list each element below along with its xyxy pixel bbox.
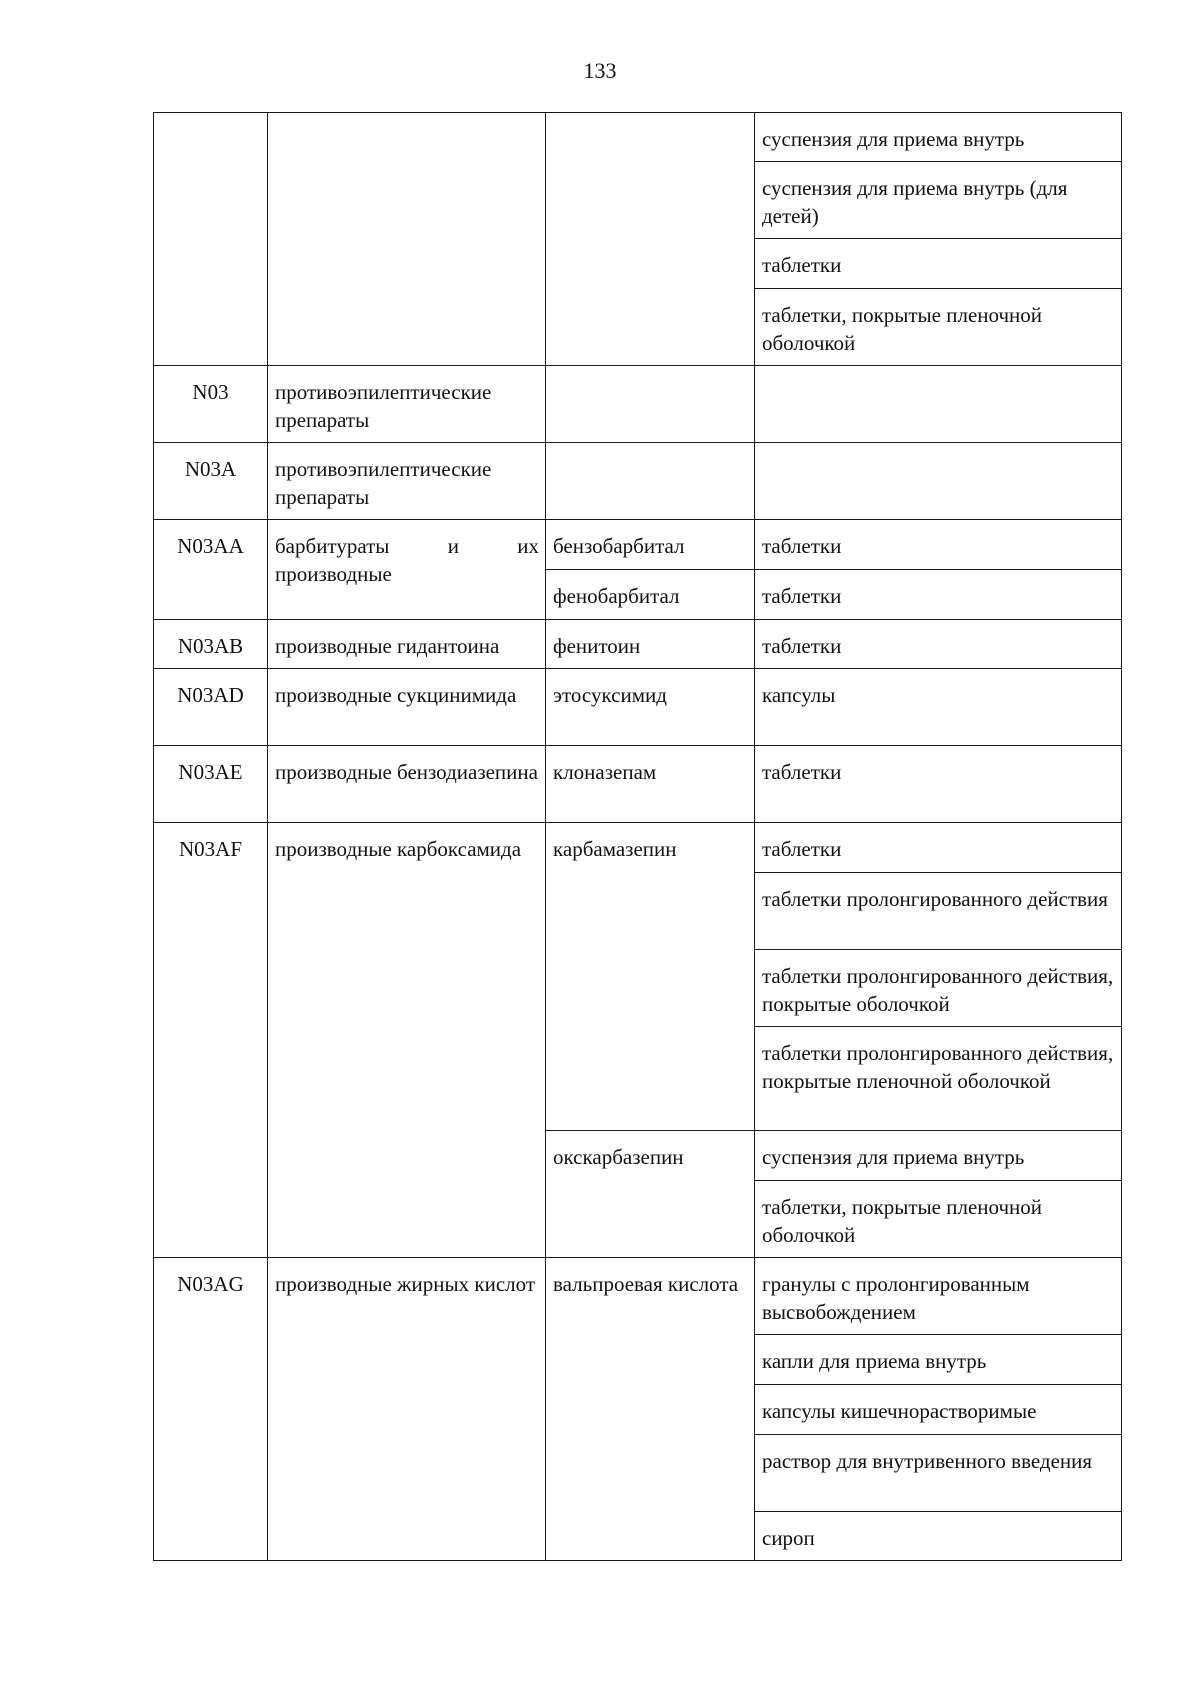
- group-name-cell: производные бензодиазепина: [268, 746, 546, 823]
- atc-code-cell: N03AA: [154, 520, 268, 620]
- dosage-form-cell: таблетки пролонгированного действия: [755, 873, 1122, 950]
- drug-name-cell: [546, 443, 755, 520]
- dosage-form-cell: капсулы кишечнорастворимые: [755, 1385, 1122, 1435]
- table-row: [154, 520, 1122, 570]
- dosage-form-cell: таблетки, покрытые пленочной оболочкой: [755, 289, 1122, 366]
- drug-name-cell: бензобарбитал: [546, 520, 755, 570]
- dosage-form-cell: таблетки: [755, 520, 1122, 570]
- page-number: 133: [583, 58, 617, 83]
- group-name-cell: производные жирных кислот: [268, 1258, 546, 1561]
- atc-code-cell: N03AB: [154, 620, 268, 669]
- dosage-form-cell: [755, 443, 1122, 520]
- drug-name-cell: [546, 113, 755, 366]
- group-name-cell: барбитураты и их производные: [268, 520, 546, 620]
- dosage-form-cell: таблетки пролонгированного действия, покрытые оболочкой: [755, 950, 1122, 1027]
- table-row: [154, 366, 1122, 443]
- drug-name-cell: [546, 366, 755, 443]
- atc-code-cell: N03A: [154, 443, 268, 520]
- group-name-cell: производные гидантоина: [268, 620, 546, 669]
- drug-name-cell: клоназепам: [546, 746, 755, 823]
- drug-name-cell: окскарбазепин: [546, 1131, 755, 1258]
- dosage-form-cell: сироп: [755, 1512, 1122, 1561]
- dosage-form-cell: таблетки: [755, 823, 1122, 873]
- group-name-cell: производные сукцинимида: [268, 669, 546, 746]
- group-name-cell: противоэпилептические препараты: [268, 366, 546, 443]
- table-row: [154, 113, 1122, 162]
- dosage-form-cell: капсулы: [755, 669, 1122, 746]
- dosage-form-cell: таблетки: [755, 746, 1122, 823]
- atc-code-cell: N03: [154, 366, 268, 443]
- dosage-form-cell: таблетки пролонгированного действия, покрытые пленочной оболочкой: [755, 1027, 1122, 1131]
- table-row: [154, 669, 1122, 746]
- dosage-form-cell: таблетки: [755, 620, 1122, 669]
- dosage-form-cell: суспензия для приема внутрь: [755, 1131, 1122, 1181]
- dosage-form-cell: раствор для внутривенного введения: [755, 1435, 1122, 1512]
- atc-code-cell: N03AF: [154, 823, 268, 1258]
- atc-code-cell: N03AE: [154, 746, 268, 823]
- dosage-form-cell: капли для приема внутрь: [755, 1335, 1122, 1385]
- dosage-form-cell: суспензия для приема внутрь (для детей): [755, 162, 1122, 239]
- table-row: [154, 443, 1122, 520]
- drug-name-cell: фенобарбитал: [546, 570, 755, 620]
- drug-name-cell: этосуксимид: [546, 669, 755, 746]
- dosage-form-cell: суспензия для приема внутрь: [755, 113, 1122, 162]
- drug-table: [153, 112, 1122, 1561]
- group-name-cell: [268, 113, 546, 366]
- group-name-cell: производные карбоксамида: [268, 823, 546, 1258]
- dosage-form-cell: таблетки, покрытые пленочной оболочкой: [755, 1181, 1122, 1258]
- table-row: [154, 620, 1122, 669]
- atc-code-cell: N03AG: [154, 1258, 268, 1561]
- atc-code-cell: [154, 113, 268, 366]
- table-row: [154, 1258, 1122, 1335]
- drug-name-cell: карбамазепин: [546, 823, 755, 1131]
- atc-code-cell: N03AD: [154, 669, 268, 746]
- group-name-cell: противоэпилептические препараты: [268, 443, 546, 520]
- table-row: [154, 823, 1122, 873]
- dosage-form-cell: таблетки: [755, 239, 1122, 289]
- table-row: [154, 746, 1122, 823]
- dosage-form-cell: таблетки: [755, 570, 1122, 620]
- drug-name-cell: фенитоин: [546, 620, 755, 669]
- dosage-form-cell: [755, 366, 1122, 443]
- dosage-form-cell: гранулы с пролонгированным высвобождением: [755, 1258, 1122, 1335]
- drug-name-cell: вальпроевая кислота: [546, 1258, 755, 1561]
